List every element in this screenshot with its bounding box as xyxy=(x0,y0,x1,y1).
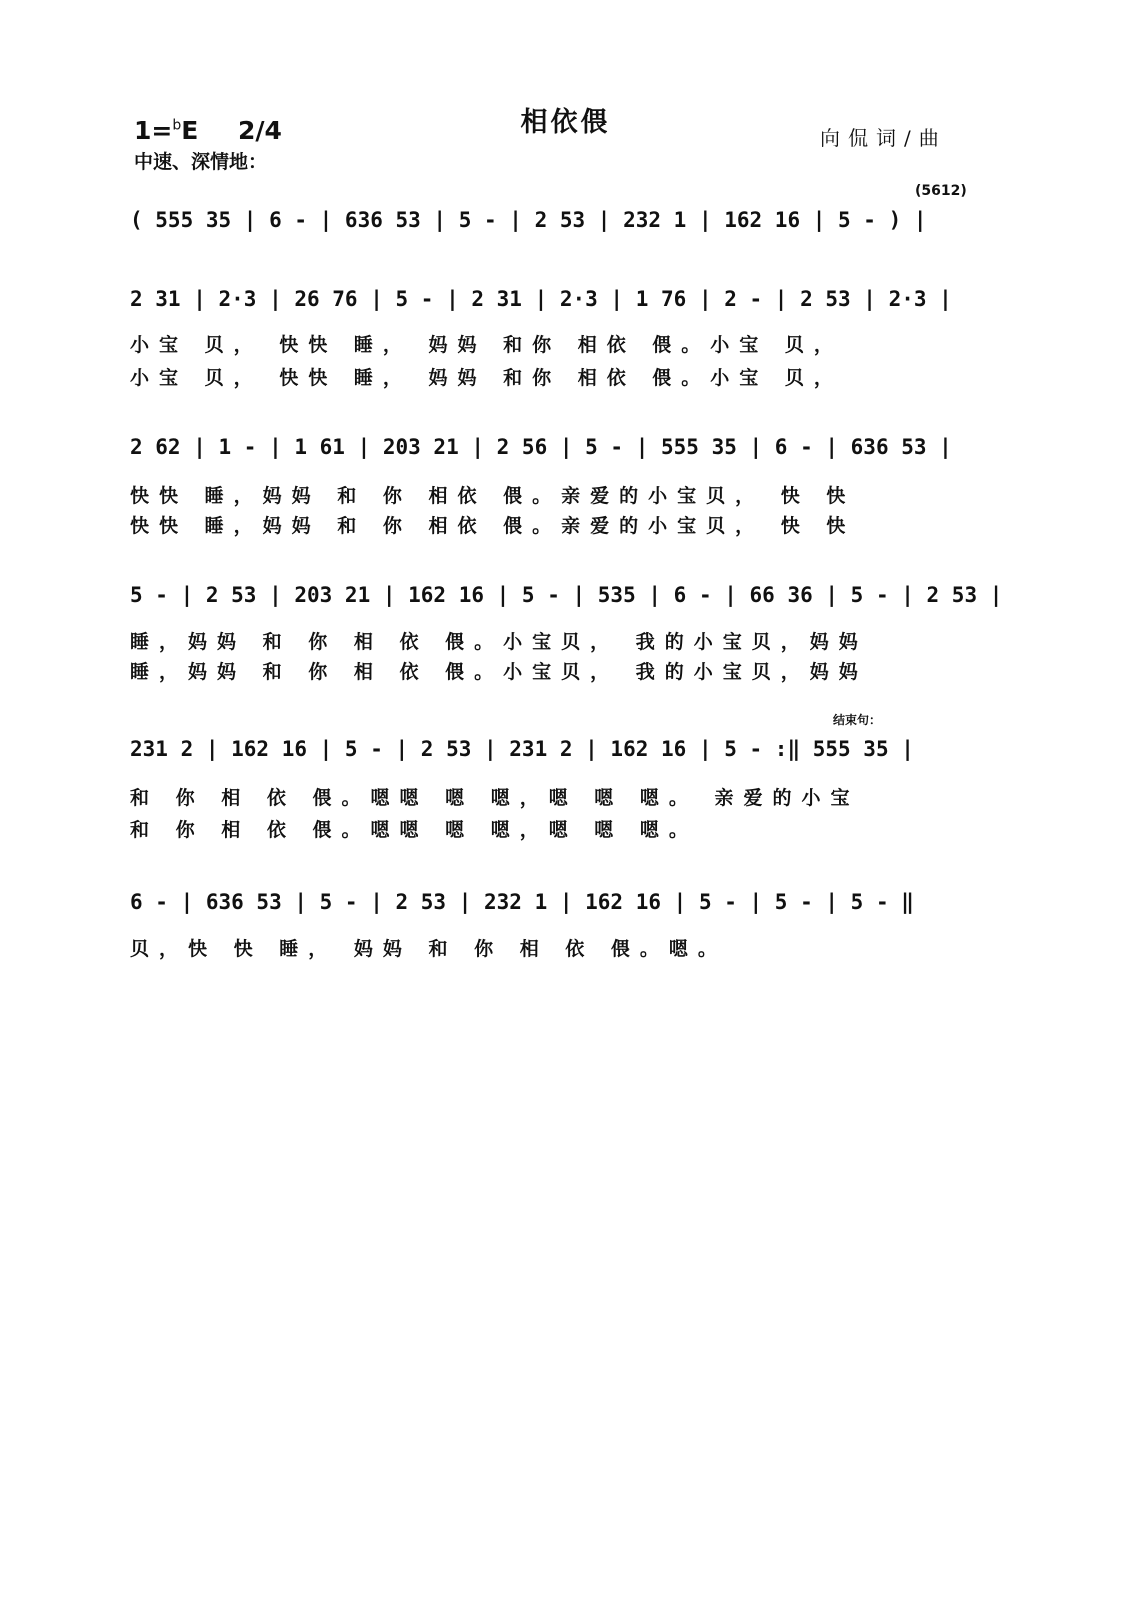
notation-line-2: 2 31 | 2·3 | 26 76 | 5 - | 2 31 | 2·3 | 1 76 | 2 - | 2 53 | 2·3 | xyxy=(130,287,952,311)
lyric-line-4-verse-1: 睡，妈妈 和 你 相 依 偎。小宝贝， 我的小宝贝，妈妈 xyxy=(130,631,868,653)
ending-label: 结束句： xyxy=(833,713,882,727)
flat-sign: b xyxy=(172,117,182,134)
lyric-line-2-verse-1: 小宝 贝， 快快 睡， 妈妈 和你 相依 偎。小宝 贝， xyxy=(130,334,843,356)
intro-fill-note: (5612) xyxy=(915,183,967,199)
key-signature: 1=$^b$E xyxy=(134,116,199,145)
lyric-line-6-verse-1: 贝，快 快 睡， 妈妈 和 你 相 依 偎。嗯。 xyxy=(130,938,727,960)
lyric-line-2-verse-2: 小宝 贝， 快快 睡， 妈妈 和你 相依 偎。小宝 贝， xyxy=(130,367,843,389)
notation-line-6: 6 - | 636 53 | 5 - | 2 53 | 232 1 | 162 16 | 5 - | 5 - | 5 - ‖ xyxy=(130,890,914,914)
lyric-line-4-verse-2: 睡，妈妈 和 你 相 依 偎。小宝贝， 我的小宝贝，妈妈 xyxy=(130,661,868,683)
credit-line: 向侃词/曲 xyxy=(820,126,947,150)
time-signature: 2/4 xyxy=(238,116,282,145)
lyric-line-5-verse-1: 和 你 相 依 偎。嗯嗯 嗯 嗯，嗯 嗯 嗯。 亲爱的小宝 xyxy=(130,787,860,809)
notation-line-4: 5 - | 2 53 | 203 21 | 162 16 | 5 - | 535 | 6 - | 66 36 | 5 - | 2 53 | xyxy=(130,583,1003,607)
tempo-marking: 中速、深情地： xyxy=(134,151,268,173)
lyric-line-3-verse-2: 快快 睡，妈妈 和 你 相依 偎。亲爱的小宝贝， 快 快 xyxy=(130,515,856,537)
notation-line-5: 231 2 | 162 16 | 5 - | 2 53 | 231 2 | 162 16 | 5 - :‖ 555 35 | xyxy=(130,737,914,761)
lyric-line-5-verse-2: 和 你 相 依 偎。嗯嗯 嗯 嗯，嗯 嗯 嗯。 xyxy=(130,819,698,841)
notation-line-1: ( 555 35 | 6 - | 636 53 | 5 - | 2 53 | 232 1 | 162 16 | 5 - ) | xyxy=(130,208,927,232)
notation-line-3: 2 62 | 1 - | 1 61 | 203 21 | 2 56 | 5 - | 555 35 | 6 - | 636 53 | xyxy=(130,435,952,459)
lyric-line-3-verse-1: 快快 睡，妈妈 和 你 相依 偎。亲爱的小宝贝， 快 快 xyxy=(130,485,856,507)
song-title: 相依偎 xyxy=(520,107,611,138)
